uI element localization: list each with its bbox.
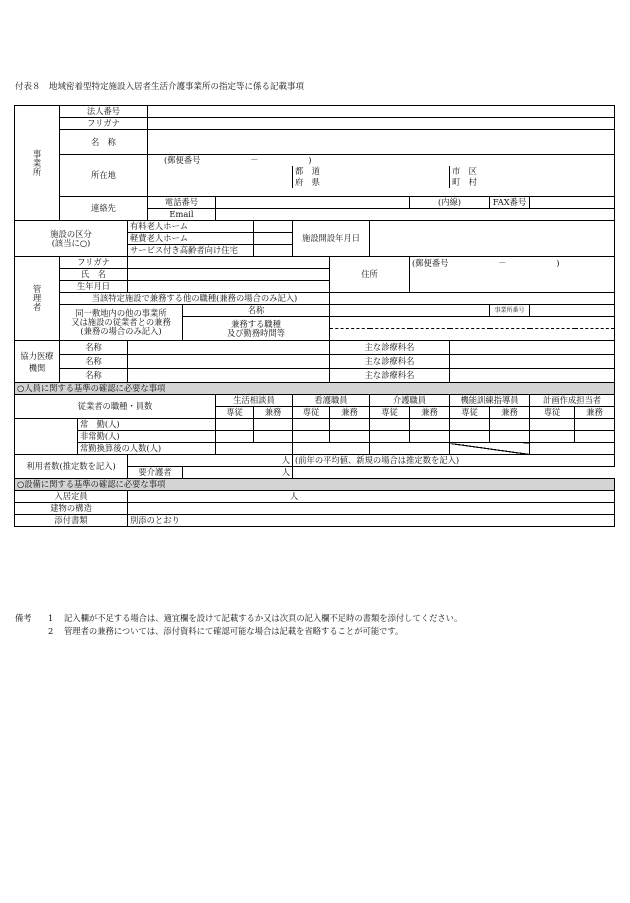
email-field[interactable] [216, 209, 615, 221]
remark-item: 備考 1 記入欄が不足する場合は、適宜欄を設けて記載するか又は次頁の記入欄不足時の書類を添付してください。 [15, 613, 463, 623]
cooperating-name-label: 名称 [60, 369, 128, 383]
role-header: 機能訓練指導員 [450, 395, 530, 407]
facility-type-option: サービス付き高齢者向け住宅 [128, 245, 254, 257]
concurrent-jobs-field[interactable] [330, 293, 615, 305]
manager-section-label: 管 理 者 [15, 257, 60, 341]
role-header: 生活相談員 [216, 395, 293, 407]
duty-label: 兼務する職種 及び勤務時間等 [183, 317, 330, 341]
business-todofuken-2: 府 県 [293, 177, 450, 188]
staff-count-cell[interactable] [450, 431, 490, 443]
cooperating-dept-field[interactable] [450, 341, 615, 355]
users-note: (前年の平均値、新規の場合は推定数を記入) [293, 455, 615, 467]
manager-name-label: 氏 名 [60, 269, 128, 281]
duty-field[interactable] [330, 317, 615, 329]
cooperating-dept-label: 主な診療科名 [330, 369, 450, 383]
full-time-header: 専従 [216, 407, 254, 419]
staff-count-cell[interactable] [575, 419, 615, 431]
staff-count-cell[interactable] [410, 419, 450, 431]
duty-field[interactable] [330, 329, 615, 341]
staff-count-cell[interactable] [370, 419, 410, 431]
staff-fte-cell[interactable] [370, 443, 450, 455]
business-shiku-2: 町 村 [450, 177, 615, 188]
business-shiku-1: 市 区 [450, 166, 615, 177]
business-furigana-label: フリガナ [60, 118, 148, 130]
cooperating-name-label: 名称 [60, 355, 128, 369]
users-label: 利用者数(推定数を記入) [15, 455, 128, 479]
cooperating-dept-label: 主な診療科名 [330, 341, 450, 355]
users-field[interactable]: 人 [128, 455, 293, 467]
form-title: 付表８ 地域密着型特定施設入居者生活介護事業所の指定等に係る記載事項 [15, 82, 305, 92]
staff-count-cell[interactable] [330, 419, 370, 431]
concurrent-header: 兼務 [254, 407, 293, 419]
care-label: 要介護者 [128, 467, 183, 479]
fax-field[interactable] [530, 197, 615, 209]
cooperating-dept-label: 主な診療科名 [330, 355, 450, 369]
concurrent-header: 兼務 [410, 407, 450, 419]
other-office-label: 同一敷地内の他の事業所 又は施設の従業者との兼務 (兼務の場合のみ記入) [60, 305, 183, 341]
cooperating-name-field[interactable] [128, 341, 330, 355]
manager-birthdate-field[interactable] [128, 281, 330, 293]
business-address-field[interactable] [148, 188, 615, 197]
other-office-name-label: 名称 [183, 305, 330, 317]
staff-count-cell[interactable] [410, 431, 450, 443]
manager-birthdate-label: 生年月日 [60, 281, 128, 293]
corp-number-field[interactable] [148, 106, 615, 118]
remark-item: 2 管理者の兼務については、添付資料にて確認可能な場合は記載を省略することが可能です。 [48, 626, 404, 636]
office-number-label: 事業所番号 [490, 305, 530, 317]
facility-type-check[interactable] [254, 233, 293, 245]
business-name-field[interactable] [148, 130, 615, 155]
structure-field[interactable] [128, 503, 615, 515]
manager-name-field[interactable] [128, 269, 330, 281]
staff-section-header: ○人員に関する基準の確認に必要な事項 [15, 383, 615, 395]
facility-type-check[interactable] [254, 221, 293, 233]
concurrent-jobs-label: 当該特定施設で兼務する他の職種(兼務の場合のみ記入) [60, 293, 330, 305]
equipment-section-header: ○設備に関する基準の確認に必要な事項 [15, 479, 615, 491]
manager-address-label: 住所 [330, 257, 410, 293]
opening-date-label: 施設開設年月日 [293, 221, 370, 257]
business-section-label: 事 業 所 [15, 106, 60, 221]
manager-furigana-field[interactable] [128, 257, 330, 269]
staff-count-cell[interactable] [490, 431, 530, 443]
business-address-label: 所在地 [60, 155, 148, 197]
concurrent-header: 兼務 [490, 407, 530, 419]
staff-fte-cell[interactable] [216, 443, 293, 455]
staff-row-label: 常 勤(人) [78, 419, 216, 431]
staff-fte-cell[interactable] [530, 443, 615, 455]
staff-count-cell[interactable] [330, 431, 370, 443]
role-header: 計画作成担当者 [530, 395, 615, 407]
business-postal-field[interactable]: (郵便番号 － ) [148, 155, 615, 167]
facility-type-option: 有料老人ホーム [128, 221, 254, 233]
staff-row-label: 非常勤(人) [78, 431, 216, 443]
full-time-header: 専従 [530, 407, 575, 419]
staff-row-label: 常勤換算後の人数(人) [78, 443, 216, 455]
attachment-field[interactable]: 別添のとおり [128, 515, 615, 527]
staff-count-cell[interactable] [370, 431, 410, 443]
office-number-field[interactable] [530, 305, 615, 317]
extension-label: (内線) [410, 197, 490, 209]
cooperating-name-field[interactable] [128, 355, 330, 369]
staff-count-cell[interactable] [293, 431, 330, 443]
cooperating-name-field[interactable] [128, 369, 330, 383]
staff-count-cell[interactable] [530, 419, 575, 431]
facility-type-option: 軽費老人ホーム [128, 233, 254, 245]
manager-address-field[interactable]: (郵便番号 － ) [410, 257, 615, 293]
remarks [15, 612, 462, 638]
staff-header: 従業者の職種・員数 [15, 395, 216, 419]
facility-type-check[interactable] [254, 245, 293, 257]
business-furigana-field[interactable] [148, 118, 615, 130]
staff-fte-diagonal [450, 443, 530, 455]
remarks-label: 備考 [15, 613, 32, 623]
business-name-label: 名 称 [60, 130, 148, 155]
application-form-table [14, 105, 615, 527]
staff-count-cell[interactable] [254, 431, 293, 443]
email-label: Email [148, 209, 216, 221]
contact-label: 連絡先 [60, 197, 148, 221]
full-time-header: 専従 [370, 407, 410, 419]
role-header: 介護職員 [370, 395, 450, 407]
role-header: 看護職員 [293, 395, 370, 407]
cooperating-dept-field[interactable] [450, 369, 615, 383]
cooperating-label: 協力医療 機関 [15, 341, 60, 383]
staff-count-cell[interactable] [216, 419, 254, 431]
corp-number-label: 法人番号 [60, 106, 148, 118]
cooperating-dept-field[interactable] [450, 355, 615, 369]
staff-fte-cell[interactable] [293, 443, 370, 455]
staff-count-cell[interactable] [254, 419, 293, 431]
concurrent-header: 兼務 [330, 407, 370, 419]
other-office-name-field[interactable] [330, 305, 490, 317]
staff-count-cell[interactable] [575, 431, 615, 443]
full-time-header: 専従 [293, 407, 330, 419]
staff-count-cell[interactable] [490, 419, 530, 431]
business-todofuken-1: 都 道 [293, 166, 450, 177]
full-time-header: 専従 [450, 407, 490, 419]
phone-label: 電話番号 [148, 197, 216, 209]
phone-field[interactable] [216, 197, 410, 209]
fax-label: FAX番号 [490, 197, 530, 209]
opening-date-field[interactable] [370, 221, 615, 257]
concurrent-header: 兼務 [575, 407, 615, 419]
staff-count-cell[interactable] [530, 431, 575, 443]
staff-count-cell[interactable] [293, 419, 330, 431]
staff-count-cell[interactable] [216, 431, 254, 443]
structure-label: 建物の構造 [15, 503, 128, 515]
facility-type-label: 施設の区分 (該当に○) [15, 221, 128, 257]
manager-furigana-label: フリガナ [60, 257, 128, 269]
capacity-label: 入居定員 [15, 491, 128, 503]
care-field[interactable]: 人 [183, 467, 293, 479]
attachment-label: 添付書類 [15, 515, 128, 527]
capacity-field[interactable]: 人 [128, 491, 615, 503]
cooperating-name-label: 名称 [60, 341, 128, 355]
staff-count-cell[interactable] [450, 419, 490, 431]
